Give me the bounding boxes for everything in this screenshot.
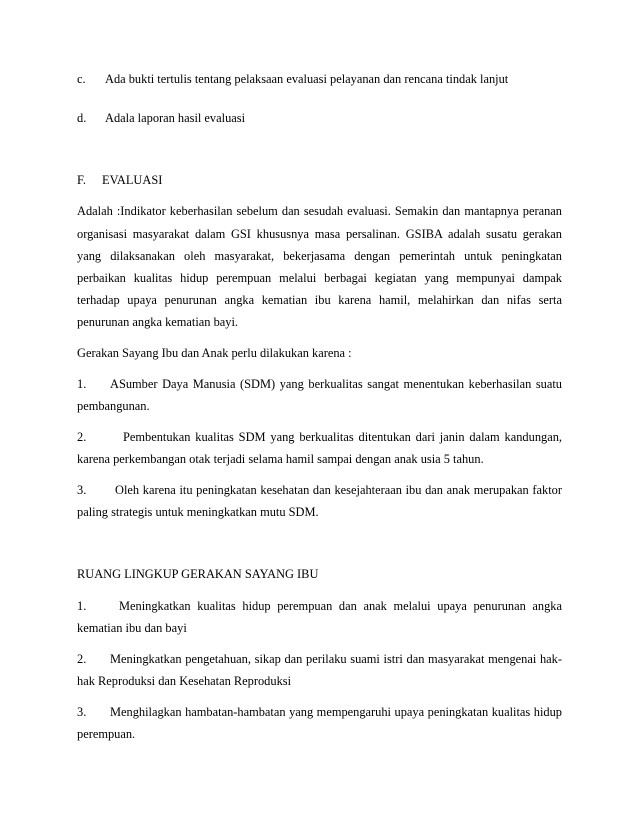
list-item-c bbox=[77, 71, 562, 87]
list-text: Oleh karena itu peningkatan kesehatan dan kesejahteraan ibu dan anak merupakan faktor bbox=[115, 483, 562, 497]
list-text: Ada bukti tertulis tentang pelaksaan evaluasi pelayanan dan rencana tindak lanjut bbox=[105, 72, 509, 86]
list-text: Menghilagkan hambatan-hambatan yang mempengaruhi upaya peningkatan kualitas hidup bbox=[110, 705, 562, 719]
list-text-continued: hak Reproduksi dan Kesehatan Reproduksi bbox=[77, 674, 292, 688]
list-marker: 3. bbox=[77, 483, 87, 497]
numbered-item-3 bbox=[77, 482, 562, 498]
numbered-item-2 bbox=[77, 429, 562, 445]
list-text: Meningkatkan kualitas hidup perempuan dan anak melalui upaya penurunan angka bbox=[119, 599, 562, 613]
list-marker: 1. bbox=[77, 599, 87, 613]
list-marker: d. bbox=[77, 111, 87, 125]
list-text-continued: perempuan. bbox=[77, 727, 136, 741]
list-text: Meningkatkan pengetahuan, sikap dan perilaku suami istri dan masyarakat mengenai hak- bbox=[110, 652, 562, 666]
list-text-continued: kematian ibu dan bayi bbox=[77, 621, 187, 635]
list-marker: 3. bbox=[77, 705, 87, 719]
list-text: Pembentukan kualitas SDM yang berkualitas ditentukan dari janin dalam kandungan, bbox=[123, 430, 562, 444]
scope-item-1 bbox=[77, 598, 562, 614]
intro-line: Gerakan Sayang Ibu dan Anak perlu dilakukan karena : bbox=[77, 346, 352, 360]
scope-heading: RUANG LINGKUP GERAKAN SAYANG IBU bbox=[77, 567, 319, 581]
document-page bbox=[77, 0, 562, 826]
paragraph-line: terhadap upaya penurunan angka kematian ibu karena hamil, melahirkan dan nifas serta bbox=[77, 293, 562, 307]
scope-item-2 bbox=[77, 651, 562, 667]
paragraph-line: perbaikan kualitas hidup perempuan melalui berbagai kegiatan yang mempunyai dampak bbox=[77, 271, 562, 285]
list-text-continued: karena perkembangan otak terjadi selama hamil sampai dengan anak usia 5 tahun. bbox=[77, 452, 484, 466]
list-text-continued: paling strategis untuk meningkatkan mutu SDM. bbox=[77, 505, 319, 519]
numbered-item-1 bbox=[77, 376, 562, 392]
list-marker: 2. bbox=[77, 430, 87, 444]
list-marker: c. bbox=[77, 72, 86, 86]
list-text: Adala laporan hasil evaluasi bbox=[105, 111, 246, 125]
list-text: ASumber Daya Manusia (SDM) yang berkualitas sangat menentukan keberhasilan suatu bbox=[110, 377, 562, 391]
section-f-heading bbox=[77, 172, 562, 188]
paragraph-line: Adalah :Indikator keberhasilan sebelum dan sesudah evaluasi. Semakin dan mantapnya peranan bbox=[77, 204, 562, 218]
paragraph-line: penurunan angka kematian bayi. bbox=[77, 315, 239, 329]
list-text-continued: pembangunan. bbox=[77, 399, 150, 413]
paragraph-line: organisasi masyarakat dalam GSI khususnya masa persalinan. GSIBA adalah susatu gerakan bbox=[77, 227, 562, 241]
list-marker: 1. bbox=[77, 377, 87, 391]
section-title: EVALUASI bbox=[102, 173, 163, 187]
paragraph-line: yang dilaksanakan oleh masyarakat, bekerjasama dengan pemerintah untuk peningkatan bbox=[77, 249, 562, 263]
section-number: F. bbox=[77, 173, 86, 187]
list-marker: 2. bbox=[77, 652, 87, 666]
scope-item-3 bbox=[77, 704, 562, 720]
list-item-d bbox=[77, 110, 562, 126]
